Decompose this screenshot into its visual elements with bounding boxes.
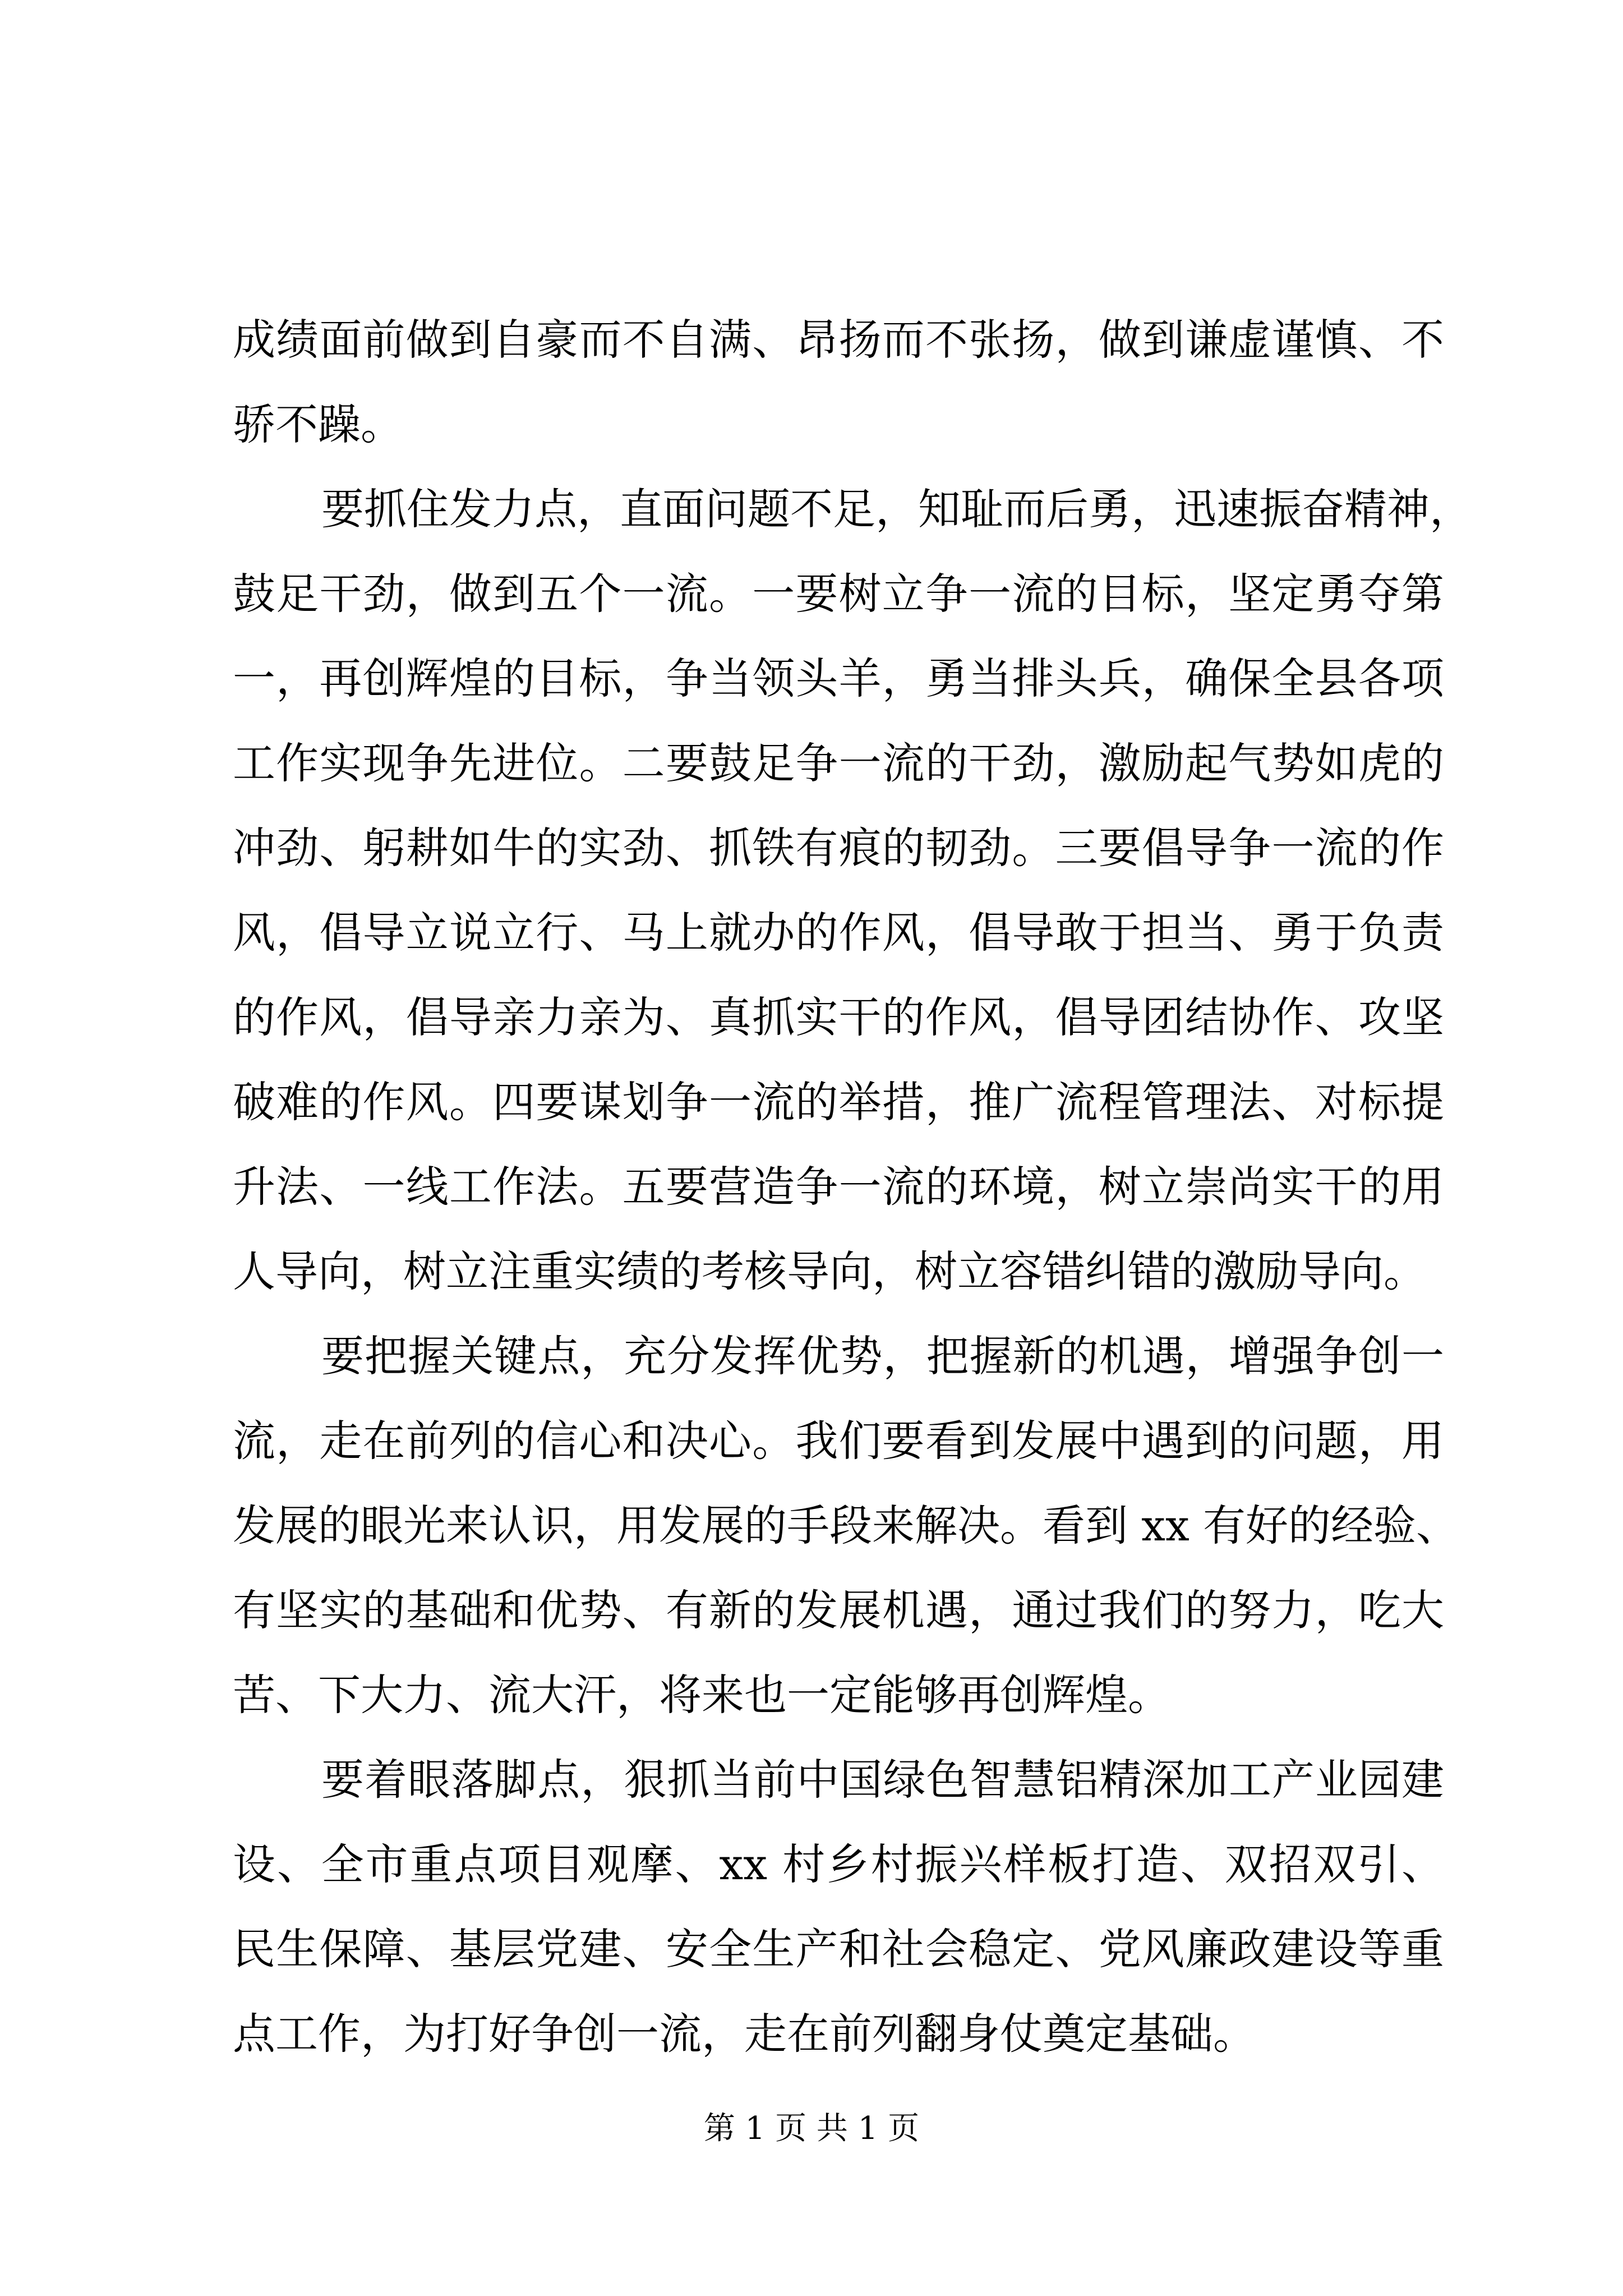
text-line: 要把握关键点，充分发挥优势，把握新的机遇，增强争创一 (321, 1331, 1444, 1381)
text-line: 骄不躁。 (233, 399, 403, 449)
paragraph (233, 1737, 1444, 2076)
text-line: 破难的作风。四要谋划争一流的举措，推广流程管理法、对标提 (233, 1077, 1444, 1127)
text-line: 点工作，为打好争创一流，走在前列翻身仗奠定基础。 (233, 2009, 1256, 2059)
page-number-footer: 第 1 页 共 1 页 (703, 2110, 920, 2147)
text-line: 一，再创辉煌的目标，争当领头羊，勇当排头兵，确保全县各项 (233, 654, 1444, 703)
text-line: 的作风，倡导亲力亲为、真抓实干的作风，倡导团结协作、攻坚 (233, 992, 1444, 1042)
text-line: 民生保障、基层党建、安全生产和社会稳定、党风廉政建设等重 (233, 1924, 1444, 1974)
text-line: 风，倡导立说立行、马上就办的作风，倡导敢于担当、勇于负责 (233, 908, 1444, 958)
paragraph (233, 297, 1444, 467)
text-line: 冲劲、躬耕如牛的实劲、抓铁有痕的韧劲。三要倡导争一流的作 (233, 823, 1444, 873)
text-line: 人导向，树立注重实绩的考核导向，树立容错纠错的激励导向。 (233, 1246, 1426, 1296)
paragraph (233, 1314, 1459, 1737)
text-line: 设、全市重点项目观摩、xx 村乡村振兴样板打造、双招双引、 (233, 1839, 1444, 1889)
text-line: 苦、下大力、流大汗，将来也一定能够再创辉煌。 (233, 1670, 1170, 1720)
text-line: 流，走在前列的信心和决心。我们要看到发展中遇到的问题，用 (233, 1416, 1444, 1466)
text-line: 鼓足干劲，做到五个一流。一要树立争一流的目标，坚定勇夺第 (233, 569, 1444, 619)
text-line: 要抓住发力点，直面问题不足，知耻而后勇，迅速振奋精神， (321, 484, 1472, 534)
text-line: 发展的眼光来认识，用发展的手段来解决。看到 xx 有好的经验、 (233, 1501, 1459, 1550)
text-line: 要着眼落脚点，狠抓当前中国绿色智慧铝精深加工产业园建 (321, 1755, 1444, 1805)
text-line: 有坚实的基础和优势、有新的发展机遇，通过我们的努力，吃大 (233, 1585, 1444, 1635)
text-line: 升法、一线工作法。五要营造争一流的环境，树立崇尚实干的用 (233, 1162, 1444, 1212)
paragraph (233, 467, 1472, 1314)
text-line: 工作实现争先进位。二要鼓足争一流的干劲，激励起气势如虎的 (233, 738, 1444, 788)
text-line: 成绩面前做到自豪而不自满、昂扬而不张扬，做到谦虚谨慎、不 (233, 315, 1444, 365)
document-body (233, 297, 1472, 2076)
